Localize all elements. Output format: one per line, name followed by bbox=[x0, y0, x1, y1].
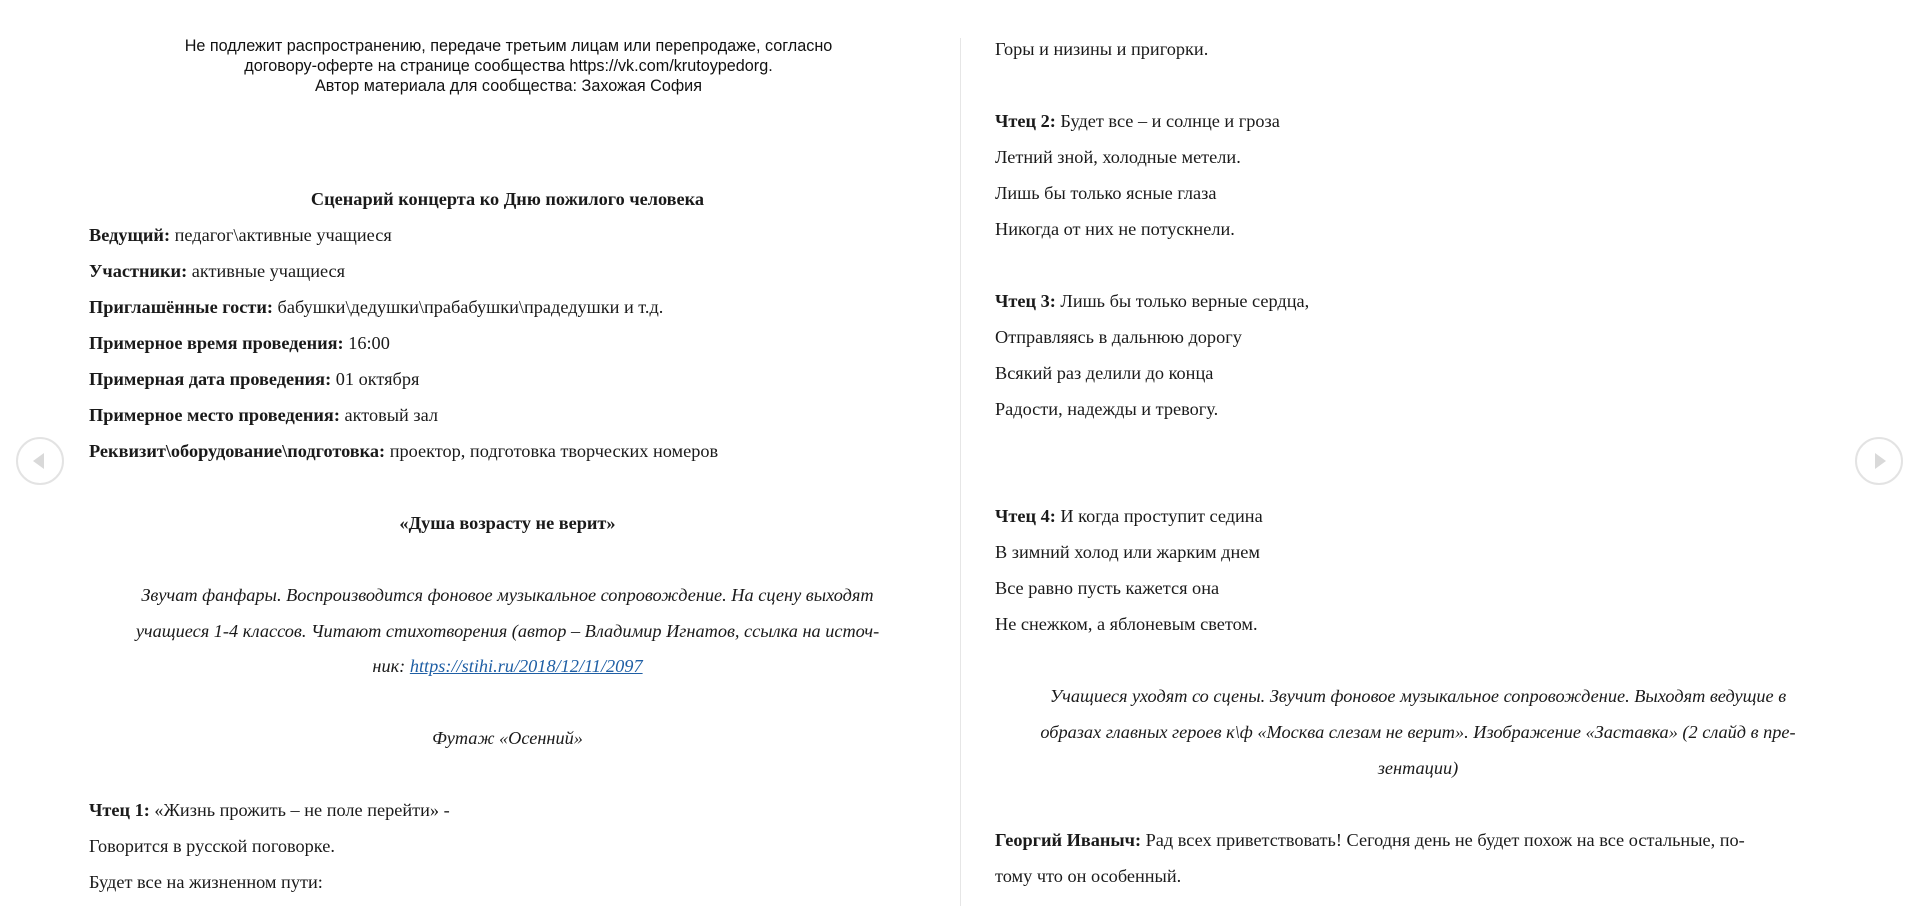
verse-line: Будет все на жизненном пути: bbox=[89, 872, 323, 892]
verse-line: Никогда от них не потускнели. bbox=[995, 219, 1235, 239]
stage-direction-line: образах главных героев к\ф «Москва слезам не верит». Изображение «Заставка» (2 слайд в пре- bbox=[1040, 722, 1796, 742]
reader-1-line bbox=[89, 798, 450, 822]
prev-page-button[interactable] bbox=[16, 437, 64, 485]
verse-text: И когда проступит седина bbox=[1055, 506, 1263, 526]
verse-line: Летний зной, холодные метели. bbox=[995, 147, 1241, 167]
info-participants bbox=[89, 259, 345, 283]
verse-line: Всякий раз делили до конца bbox=[995, 363, 1214, 383]
speaker-label: Чтец 3: bbox=[995, 291, 1056, 311]
info-props bbox=[89, 439, 718, 463]
verse-line: Горы и низины и пригорки. bbox=[995, 39, 1209, 59]
verse-text: «Жизнь прожить – не поле перейти» - bbox=[149, 800, 450, 820]
verse-line: Все равно пусть кажется она bbox=[995, 578, 1220, 598]
verse-line: Не снежком, а яблоневым светом. bbox=[995, 614, 1258, 634]
page-right bbox=[961, 0, 1908, 921]
verse-text: Будет все – и солнце и гроза bbox=[1055, 111, 1280, 131]
verse-line: Отправляясь в дальнюю дорогу bbox=[995, 327, 1242, 347]
info-label: Ведущий: bbox=[89, 225, 171, 245]
stage-direction-line: Учащиеся уходят со сцены. Звучит фоновое музыкальное сопровождение. Выходят ведущие в bbox=[1049, 686, 1787, 706]
info-host bbox=[89, 223, 392, 247]
speaker-label: Георгий Иваныч: bbox=[995, 830, 1142, 850]
stage-direction-line: Звучат фанфары. Воспроизводится фоновое музыкальное сопровождение. На сцену выходят bbox=[141, 585, 874, 605]
dialogue-text: Рад всех приветствовать! Сегодня день не будет похож на все остальные, по- bbox=[1141, 830, 1745, 850]
stage-direction-line: зентации) bbox=[1377, 758, 1459, 778]
notice-line-2: договору-оферте на странице сообщества https://vk.com/krutoypedorg. bbox=[244, 57, 773, 75]
info-label: Примерное место проведения: bbox=[89, 405, 340, 425]
dialogue-line: тому что он особенный. bbox=[995, 866, 1182, 886]
stage-direction-prefix: ник: bbox=[372, 656, 410, 676]
info-date bbox=[89, 367, 419, 391]
verse-line: Говорится в русской поговорке. bbox=[89, 836, 335, 856]
notice-line-3: Автор материала для сообщества: Захожая София bbox=[315, 77, 702, 95]
info-value: педагог\активные учащиеся bbox=[170, 225, 392, 245]
info-label: Примерное время проведения: bbox=[89, 333, 344, 353]
info-value: 16:00 bbox=[343, 333, 390, 353]
info-value: бабушки\дедушки\прабабушки\прадедушки и т.д. bbox=[272, 297, 664, 317]
chevron-right-icon bbox=[1857, 439, 1901, 483]
stage-direction-line bbox=[89, 654, 926, 678]
info-value: 01 октября bbox=[331, 369, 420, 389]
section-subtitle: «Душа возрасту не верит» bbox=[399, 513, 616, 533]
info-time bbox=[89, 331, 390, 355]
notice-line-1: Не подлежит распространению, передаче третьим лицам или перепродаже, согласно bbox=[184, 37, 833, 55]
reader-2-line bbox=[995, 109, 1280, 133]
verse-text: Лишь бы только верные сердца, bbox=[1055, 291, 1310, 311]
info-guests bbox=[89, 295, 663, 319]
stage-direction-line: учащиеся 1-4 классов. Читают стихотворения (автор – Владимир Игнатов, ссылка на источ- bbox=[135, 621, 880, 641]
info-label: Приглашённые гости: bbox=[89, 297, 273, 317]
verse-line: Радости, надежды и тревогу. bbox=[995, 399, 1219, 419]
info-label: Реквизит\оборудование\подготовка: bbox=[89, 441, 386, 461]
georgy-line bbox=[995, 828, 1745, 852]
info-place bbox=[89, 403, 438, 427]
document-title: Сценарий концерта ко Дню пожилого человека bbox=[310, 189, 705, 209]
speaker-label: Чтец 4: bbox=[995, 506, 1056, 526]
info-value: актовый зал bbox=[339, 405, 439, 425]
info-value: проектор, подготовка творческих номеров bbox=[385, 441, 719, 461]
speaker-label: Чтец 1: bbox=[89, 800, 150, 820]
verse-line: Лишь бы только ясные глаза bbox=[995, 183, 1217, 203]
info-label: Участники: bbox=[89, 261, 188, 281]
footage-caption: Футаж «Осенний» bbox=[432, 728, 583, 748]
next-page-button[interactable] bbox=[1855, 437, 1903, 485]
info-value: активные учащиеся bbox=[187, 261, 346, 281]
chevron-left-icon bbox=[18, 439, 62, 483]
verse-line: В зимний холод или жарким днем bbox=[995, 542, 1260, 562]
copyright-notice bbox=[90, 36, 927, 96]
reader-3-line bbox=[995, 289, 1309, 313]
source-link[interactable]: https://stihi.ru/2018/12/11/2097 bbox=[409, 656, 643, 676]
speaker-label: Чтец 2: bbox=[995, 111, 1056, 131]
info-label: Примерная дата проведения: bbox=[89, 369, 332, 389]
reader-4-line bbox=[995, 504, 1263, 528]
